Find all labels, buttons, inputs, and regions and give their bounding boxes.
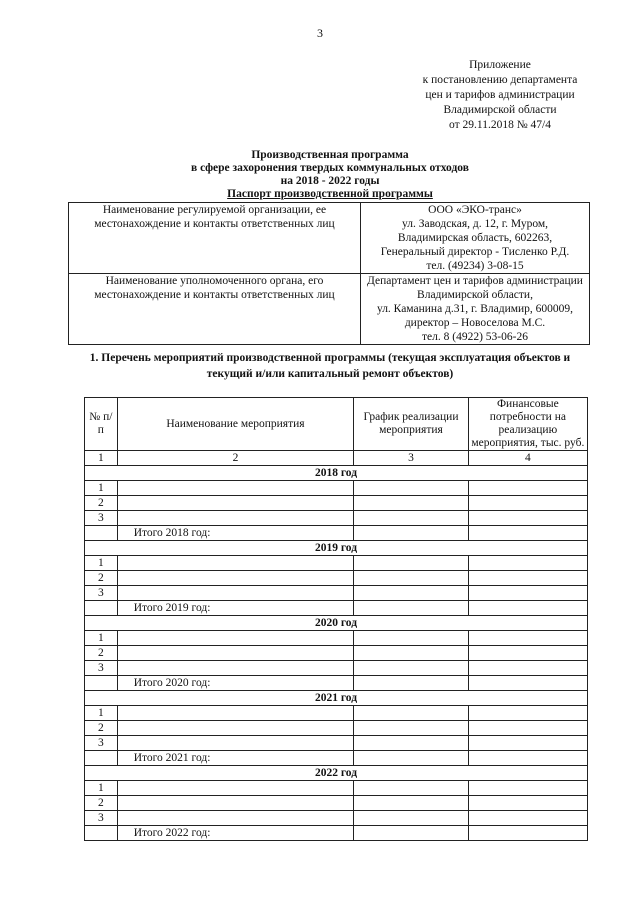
label-line: Наименование уполномоченного органа, его [105,275,324,287]
schedule-cell [354,751,468,766]
row-number [85,676,118,691]
value-line: ул. Заводская, д. 12, г. Муром, [401,218,549,230]
table-row [85,481,588,496]
column-number: 3 [354,451,468,466]
appendix-line: Приложение [469,59,531,71]
appendix-line: к постановлению департамента [422,74,578,86]
schedule-cell [354,796,468,811]
year-row [85,766,588,781]
finance-cell [468,631,587,646]
column-header: № п/п [85,398,118,451]
table-row [85,811,588,826]
finance-cell [468,556,587,571]
value-line: тел. 8 (4922) 53-06-26 [422,331,528,343]
schedule-cell [354,706,468,721]
passport-label [69,274,361,345]
year-row [85,616,588,631]
activity-cell [117,481,354,496]
title-line: на 2018 - 2022 годы [280,175,380,187]
year-row [85,466,588,481]
activity-cell [117,511,354,526]
schedule-cell [354,601,468,616]
value-line: Владимирская область, 602263, [397,232,553,244]
row-number: 1 [85,781,118,796]
passport-value [361,274,590,345]
row-number: 2 [85,571,118,586]
activity-cell [117,661,354,676]
schedule-cell [354,676,468,691]
finance-cell [468,586,587,601]
finance-cell [468,481,587,496]
row-number: 2 [85,646,118,661]
table-row [85,496,588,511]
schedule-cell [354,556,468,571]
passport-value [361,203,590,274]
value-line: Департамент цен и тарифов администрации [367,275,583,287]
row-number: 1 [85,706,118,721]
value-line: ул. Каманина д.31, г. Владимир, 600009, [376,303,574,315]
total-row [85,601,588,616]
activity-cell [117,646,354,661]
total-label: Итого 2022 год: [117,826,354,841]
schedule-cell [354,481,468,496]
document-title [60,149,600,201]
schedule-cell [354,496,468,511]
table-row [85,631,588,646]
appendix-line: цен и тарифов администрации [425,89,575,101]
appendix-line: Владимирской области [443,104,557,116]
row-number: 3 [85,811,118,826]
year-row [85,541,588,556]
finance-cell [468,751,587,766]
activity-cell [117,496,354,511]
row-number: 1 [85,631,118,646]
passport-row [69,274,590,345]
finance-cell [468,496,587,511]
finance-cell [468,781,587,796]
finance-cell [468,511,587,526]
measures-table [84,397,588,841]
finance-cell [468,736,587,751]
finance-cell [468,796,587,811]
schedule-cell [354,526,468,541]
row-number [85,526,118,541]
finance-cell [468,721,587,736]
passport-title: Паспорт производственной программы [227,188,433,200]
column-number: 1 [85,451,118,466]
title-line: в сфере захоронения твердых коммунальных отходов [191,162,469,174]
row-number [85,826,118,841]
column-header: График реализации мероприятия [354,398,468,451]
total-row [85,676,588,691]
row-number: 3 [85,586,118,601]
activity-cell [117,811,354,826]
activity-cell [117,586,354,601]
schedule-cell [354,811,468,826]
passport-table [68,202,590,345]
column-number: 2 [117,451,354,466]
row-number [85,601,118,616]
value-line: ООО «ЭКО-транс» [428,204,522,216]
schedule-cell [354,781,468,796]
finance-cell [468,571,587,586]
finance-cell [468,646,587,661]
passport-label [69,203,361,274]
year-label: 2021 год [85,691,588,706]
column-number: 4 [468,451,587,466]
activity-cell [117,781,354,796]
activity-cell [117,721,354,736]
row-number: 3 [85,661,118,676]
schedule-cell [354,511,468,526]
finance-cell [468,526,587,541]
table-row [85,706,588,721]
row-number: 1 [85,556,118,571]
activity-cell [117,571,354,586]
appendix-line: от 29.11.2018 № 47/4 [449,119,551,131]
table-row [85,661,588,676]
row-number: 2 [85,496,118,511]
value-line: Генеральный директор - Тисленко Р.Д. [380,246,570,258]
schedule-cell [354,571,468,586]
schedule-cell [354,646,468,661]
finance-cell [468,661,587,676]
finance-cell [468,601,587,616]
table-row [85,586,588,601]
activity-cell [117,706,354,721]
schedule-cell [354,826,468,841]
value-line: Владимирской области, [417,289,533,301]
activity-cell [117,796,354,811]
table-row [85,556,588,571]
row-number: 1 [85,481,118,496]
row-number [85,751,118,766]
column-header: Наименование мероприятия [117,398,354,451]
schedule-cell [354,736,468,751]
year-label: 2019 год [85,541,588,556]
row-number: 3 [85,736,118,751]
table-row [85,571,588,586]
passport-row [69,203,590,274]
row-number: 2 [85,721,118,736]
section-title-line: 1. Перечень мероприятий производственной программы (текущая эксплуатация объектов и [89,352,571,364]
year-row [85,691,588,706]
label-line: Наименование регулируемой организации, ее [102,204,327,216]
table-row [85,796,588,811]
page-number: 3 [317,26,323,40]
table-row [85,736,588,751]
section-title [60,350,600,382]
table-row [85,781,588,796]
activity-cell [117,736,354,751]
activity-cell [117,556,354,571]
schedule-cell [354,586,468,601]
total-label: Итого 2018 год: [117,526,354,541]
appendix-block [405,58,595,133]
finance-cell [468,706,587,721]
year-label: 2022 год [85,766,588,781]
total-row [85,526,588,541]
total-label: Итого 2021 год: [117,751,354,766]
total-row [85,826,588,841]
section-title-line: текущий и/или капитальный ремонт объектов) [206,368,454,380]
column-header: Финансовые потребности на реализацию мероприятия, тыс. руб. [468,398,587,451]
finance-cell [468,811,587,826]
row-number: 3 [85,511,118,526]
value-line: директор – Новоселова М.С. [404,317,546,329]
table-row [85,511,588,526]
schedule-cell [354,631,468,646]
value-line: тел. (49234) 3-08-15 [426,260,524,272]
year-label: 2018 год [85,466,588,481]
total-row [85,751,588,766]
total-label: Итого 2019 год: [117,601,354,616]
row-number: 2 [85,796,118,811]
header-row [85,398,588,451]
year-label: 2020 год [85,616,588,631]
activity-cell [117,631,354,646]
table-row [85,721,588,736]
schedule-cell [354,721,468,736]
column-number-row [85,451,588,466]
label-line: местонахождение и контакты ответственных лиц [94,289,335,301]
title-line: Производственная программа [251,149,409,161]
finance-cell [468,826,587,841]
table-row [85,646,588,661]
total-label: Итого 2020 год: [117,676,354,691]
label-line: местонахождение и контакты ответственных лиц [94,218,335,230]
finance-cell [468,676,587,691]
schedule-cell [354,661,468,676]
